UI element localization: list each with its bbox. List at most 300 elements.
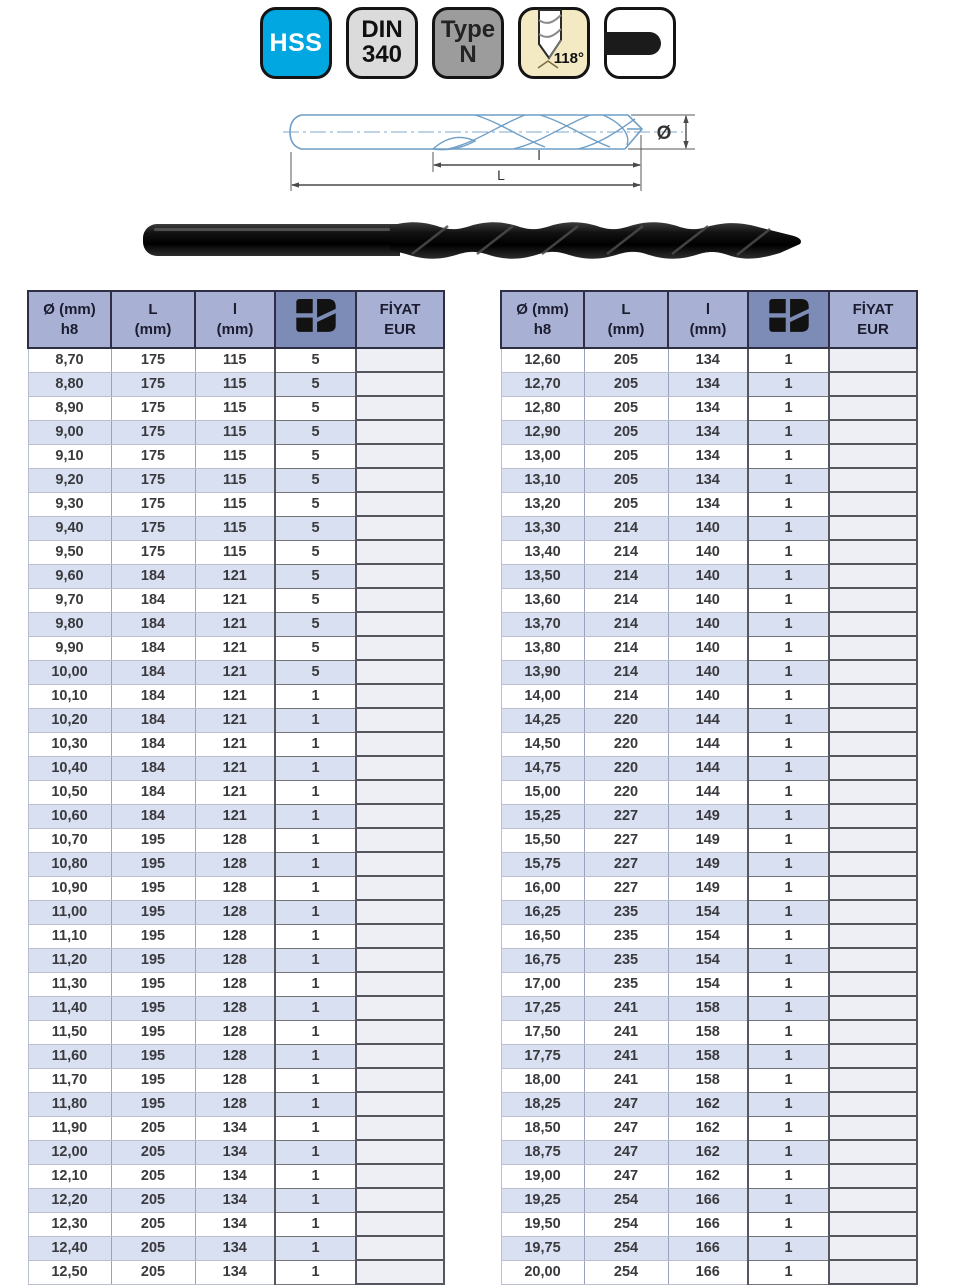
pack-qty-cell: 1 [748,948,829,972]
flute-length-cell: 154 [668,948,748,972]
price-cell [356,828,444,852]
diameter-cell: 13,00 [501,444,584,468]
overall-length-cell: 195 [111,924,195,948]
overall-length-cell: 227 [584,828,668,852]
flute-length-cell: 158 [668,996,748,1020]
pack-qty-cell: 1 [748,1212,829,1236]
overall-length-cell: 175 [111,372,195,396]
price-cell [829,1164,917,1188]
flute-length-cell: 166 [668,1236,748,1260]
overall-length-cell: 254 [584,1236,668,1260]
pack-qty-cell: 1 [748,972,829,996]
hss-label: HSS [269,28,323,57]
price-cell [356,804,444,828]
table-body [28,348,444,1284]
diameter-cell: 12,00 [28,1140,111,1164]
drill-photo [140,213,812,267]
price-cell [829,396,917,420]
flute-length-cell: 140 [668,564,748,588]
diameter-cell: 8,90 [28,396,111,420]
pack-qty-cell: 1 [275,852,356,876]
flute-length-cell: 140 [668,612,748,636]
pack-qty-cell: 1 [275,708,356,732]
pack-qty-cell: 5 [275,348,356,372]
price-cell [829,1260,917,1284]
overall-length-cell: 184 [111,708,195,732]
flute-length-cell: 134 [195,1140,275,1164]
flute-length-cell: 154 [668,972,748,996]
pack-qty-cell: 5 [275,468,356,492]
price-cell [829,1188,917,1212]
overall-length-cell: 220 [584,780,668,804]
table-row [501,1092,917,1116]
overall-length-cell: 184 [111,804,195,828]
flute-length-cell: 121 [195,732,275,756]
flute-length-cell: 144 [668,780,748,804]
diameter-cell: 10,80 [28,852,111,876]
overall-length-cell: 195 [111,1068,195,1092]
pack-qty-cell: 5 [275,540,356,564]
table-row [28,756,444,780]
flute-length-cell: 149 [668,852,748,876]
pack-qty-cell: 1 [275,876,356,900]
table-row [501,1116,917,1140]
pack-qty-cell: 1 [275,1164,356,1188]
overall-length-cell: 175 [111,348,195,372]
table-row [28,900,444,924]
flute-length-cell: 134 [195,1212,275,1236]
diameter-cell: 8,80 [28,372,111,396]
overall-length-cell: 220 [584,708,668,732]
overall-length-cell: 175 [111,540,195,564]
table-row [28,948,444,972]
pack-qty-cell: 1 [275,1116,356,1140]
table-row [501,420,917,444]
diameter-cell: 19,00 [501,1164,584,1188]
overall-length-cell: 184 [111,636,195,660]
pack-qty-cell: 1 [748,372,829,396]
package-icon [296,299,336,334]
flute-length-cell: 140 [668,660,748,684]
overall-length-cell: 247 [584,1140,668,1164]
table-row [501,1260,917,1284]
pack-qty-cell: 1 [748,420,829,444]
overall-length-cell: 195 [111,996,195,1020]
table-row [501,468,917,492]
table-row [28,684,444,708]
table-row [501,924,917,948]
table-row [501,372,917,396]
diameter-cell: 11,00 [28,900,111,924]
pack-qty-cell: 1 [748,852,829,876]
diameter-cell: 10,00 [28,660,111,684]
flute-length-cell: 128 [195,876,275,900]
table-row [28,612,444,636]
overall-length-cell: 241 [584,1068,668,1092]
overall-length-cell: 175 [111,492,195,516]
diameter-cell: 12,40 [28,1236,111,1260]
overall-length-cell: 205 [584,396,668,420]
flute-length-cell: 158 [668,1068,748,1092]
price-cell [829,924,917,948]
price-cell [829,852,917,876]
flute-length-cell: 128 [195,924,275,948]
diameter-cell: 19,75 [501,1236,584,1260]
pack-qty-cell: 1 [748,612,829,636]
overall-length-cell: 227 [584,876,668,900]
price-cell [829,732,917,756]
flute-length-cell: 166 [668,1260,748,1284]
flute-length-cell: 115 [195,444,275,468]
diameter-cell: 13,70 [501,612,584,636]
overall-length-cell: 184 [111,564,195,588]
overall-length-cell: 195 [111,1020,195,1044]
price-cell [829,420,917,444]
pack-qty-cell: 1 [275,924,356,948]
flute-length-cell: 121 [195,804,275,828]
pack-qty-cell: 1 [748,1044,829,1068]
pack-qty-cell: 1 [748,804,829,828]
price-cell [356,1236,444,1260]
price-cell [356,660,444,684]
overall-length-cell: 205 [111,1260,195,1284]
price-cell [356,1044,444,1068]
pack-qty-cell: 1 [748,1260,829,1284]
price-cell [829,1092,917,1116]
flute-length-cell: 162 [668,1092,748,1116]
flute-length-cell: 134 [668,468,748,492]
diameter-cell: 18,50 [501,1116,584,1140]
diameter-cell: 11,40 [28,996,111,1020]
table-row [501,660,917,684]
diameter-cell: 10,50 [28,780,111,804]
pack-qty-cell: 1 [275,1188,356,1212]
diameter-cell: 9,10 [28,444,111,468]
diameter-cell: 11,20 [28,948,111,972]
pack-qty-cell: 1 [748,708,829,732]
overall-length-cell: 254 [584,1188,668,1212]
pack-qty-cell: 1 [275,900,356,924]
diameter-cell: 15,00 [501,780,584,804]
flute-length-cell: 121 [195,780,275,804]
diameter-cell: 16,50 [501,924,584,948]
table-row [501,1020,917,1044]
flute-length-cell: 149 [668,876,748,900]
table-row [501,804,917,828]
table-row [501,1068,917,1092]
flute-length-cell: 128 [195,900,275,924]
price-cell [356,1164,444,1188]
pack-qty-cell: 1 [275,804,356,828]
price-cell [829,1212,917,1236]
pack-qty-cell: 1 [275,948,356,972]
diameter-cell: 15,50 [501,828,584,852]
pack-qty-cell: 5 [275,636,356,660]
overall-length-cell: 241 [584,1044,668,1068]
flute-length-cell: 158 [668,1020,748,1044]
diameter-cell: 11,80 [28,1092,111,1116]
price-cell [356,1140,444,1164]
diameter-cell: 13,50 [501,564,584,588]
overall-length-cell: 227 [584,852,668,876]
diameter-header: Ø (mm) h8 [28,291,111,348]
pack-qty-cell: 5 [275,612,356,636]
table-row [28,1260,444,1284]
table-row [501,396,917,420]
pack-qty-cell: 5 [275,564,356,588]
diameter-cell: 17,75 [501,1044,584,1068]
price-cell [356,684,444,708]
diameter-cell: 9,60 [28,564,111,588]
overall-length-cell: 175 [111,396,195,420]
diameter-cell: 12,50 [28,1260,111,1284]
table-row [28,732,444,756]
table-row [28,636,444,660]
flute-length-cell: 134 [668,396,748,420]
flute-length-cell: 128 [195,852,275,876]
diameter-cell: 13,30 [501,516,584,540]
diameter-cell: 14,25 [501,708,584,732]
diameter-cell: 16,25 [501,900,584,924]
diameter-cell: 14,00 [501,684,584,708]
price-cell [829,1044,917,1068]
table-row [28,1164,444,1188]
overall-length-cell: 195 [111,1044,195,1068]
table-row [28,540,444,564]
diameter-cell: 19,50 [501,1212,584,1236]
pack-qty-cell: 1 [748,468,829,492]
flute-length-cell: 144 [668,732,748,756]
pack-qty-cell: 5 [275,660,356,684]
overall-length-cell: 214 [584,540,668,564]
overall-length-cell: 247 [584,1116,668,1140]
table-row [28,780,444,804]
price-cell [829,1140,917,1164]
overall-length-cell: 175 [111,420,195,444]
flute-length-cell: 128 [195,1068,275,1092]
overall-length-cell: 205 [584,348,668,372]
diameter-cell: 11,90 [28,1116,111,1140]
table-row [28,588,444,612]
flute-length-cell: 140 [668,636,748,660]
diameter-cell: 18,75 [501,1140,584,1164]
diameter-cell: 13,10 [501,468,584,492]
price-cell [356,612,444,636]
table-row [501,828,917,852]
table-row [28,1236,444,1260]
flute-length-cell: 134 [195,1260,275,1284]
table-row [501,756,917,780]
overall-length-cell: 220 [584,756,668,780]
flute-length-cell: 121 [195,612,275,636]
flute-length-cell: 154 [668,900,748,924]
pack-qty-header [748,291,829,348]
pack-qty-cell: 1 [748,1188,829,1212]
flute-length-cell: 134 [668,348,748,372]
diameter-cell: 16,75 [501,948,584,972]
overall-length-header: L (mm) [584,291,668,348]
table-row [501,996,917,1020]
pack-qty-cell: 1 [748,780,829,804]
price-cell [356,1188,444,1212]
overall-length-cell: 235 [584,924,668,948]
spec-badges [260,7,676,79]
price-cell [356,948,444,972]
price-cell [356,348,444,372]
overall-length-cell: 184 [111,756,195,780]
price-cell [356,540,444,564]
diameter-cell: 10,60 [28,804,111,828]
overall-length-cell: 214 [584,564,668,588]
pack-qty-cell: 5 [275,492,356,516]
overall-length-cell: 175 [111,444,195,468]
overall-length-cell: 214 [584,588,668,612]
flute-length-cell: 144 [668,708,748,732]
overall-length-cell: 205 [111,1236,195,1260]
overall-length-cell: 205 [111,1188,195,1212]
diameter-cell: 11,10 [28,924,111,948]
overall-length-cell: 184 [111,588,195,612]
table-row [501,1212,917,1236]
flute-length-cell: 162 [668,1116,748,1140]
overall-length-cell: 241 [584,1020,668,1044]
pack-qty-cell: 1 [748,828,829,852]
overall-length-cell: 184 [111,660,195,684]
pack-qty-cell: 1 [275,1212,356,1236]
price-cell [356,420,444,444]
flute-length-cell: 128 [195,996,275,1020]
pack-qty-cell: 1 [748,588,829,612]
diameter-cell: 12,30 [28,1212,111,1236]
diameter-header: Ø (mm) h8 [501,291,584,348]
flute-length-cell: 121 [195,636,275,660]
overall-length-cell: 195 [111,876,195,900]
diameter-cell: 17,50 [501,1020,584,1044]
pack-qty-cell: 1 [275,1044,356,1068]
flute-length-header: l (mm) [195,291,275,348]
pack-qty-header [275,291,356,348]
diameter-cell: 16,00 [501,876,584,900]
pack-qty-cell: 1 [748,900,829,924]
pack-qty-cell: 1 [748,1092,829,1116]
price-cell [356,1092,444,1116]
diameter-cell: 10,40 [28,756,111,780]
din-label-line2: 340 [361,41,403,68]
price-cell [829,756,917,780]
table-row [501,708,917,732]
price-cell [829,900,917,924]
pack-qty-cell: 1 [748,996,829,1020]
table-row [501,780,917,804]
overall-length-cell: 254 [584,1260,668,1284]
overall-length-cell: 175 [111,468,195,492]
table-row [28,972,444,996]
pack-qty-cell: 5 [275,420,356,444]
diameter-cell: 18,25 [501,1092,584,1116]
diameter-cell: 12,10 [28,1164,111,1188]
table-row [501,348,917,372]
price-cell [829,660,917,684]
table-row [28,852,444,876]
flute-length-cell: 134 [668,420,748,444]
overall-length-cell: 195 [111,972,195,996]
diameter-cell: 9,70 [28,588,111,612]
flute-length-cell: 144 [668,756,748,780]
table-row [28,348,444,372]
diameter-cell: 12,80 [501,396,584,420]
drill-size-table-right [500,290,918,1285]
table-row [501,1236,917,1260]
drill-size-table-left [27,290,445,1285]
diameter-cell: 9,30 [28,492,111,516]
flute-length-cell: 140 [668,588,748,612]
table-row [28,828,444,852]
table-row [501,636,917,660]
price-cell [356,732,444,756]
price-cell [356,1116,444,1140]
price-cell [829,540,917,564]
pack-qty-cell: 1 [275,972,356,996]
diameter-cell: 20,00 [501,1260,584,1284]
diameter-cell: 14,75 [501,756,584,780]
pack-qty-cell: 1 [748,1164,829,1188]
diameter-cell: 13,60 [501,588,584,612]
price-header: FİYAT EUR [356,291,444,348]
overall-length-cell: 235 [584,972,668,996]
flute-length-cell: 121 [195,564,275,588]
diameter-cell: 13,80 [501,636,584,660]
pack-qty-cell: 1 [275,780,356,804]
pack-qty-cell: 1 [748,1140,829,1164]
table-row [501,684,917,708]
pack-qty-cell: 1 [748,684,829,708]
flute-length-cell: 140 [668,516,748,540]
flute-length-cell: 128 [195,1092,275,1116]
diameter-cell: 9,20 [28,468,111,492]
price-cell [829,876,917,900]
flute-length-cell: 115 [195,492,275,516]
table-row [501,516,917,540]
price-cell [356,492,444,516]
diameter-cell: 11,50 [28,1020,111,1044]
overall-length-cell: 227 [584,804,668,828]
price-cell [829,684,917,708]
pack-qty-cell: 1 [748,348,829,372]
table-row [501,612,917,636]
flute-length-dim-label: l [537,147,541,163]
flute-length-cell: 128 [195,948,275,972]
overall-length-cell: 205 [111,1116,195,1140]
pack-qty-cell: 1 [748,1020,829,1044]
pack-qty-cell: 1 [748,396,829,420]
pack-qty-cell: 1 [748,564,829,588]
price-cell [356,588,444,612]
price-cell [356,1068,444,1092]
flute-length-cell: 115 [195,468,275,492]
pack-qty-cell: 1 [748,636,829,660]
point-angle-label: 118° [553,50,584,67]
price-cell [356,564,444,588]
table-row [28,924,444,948]
table-row [501,1188,917,1212]
price-header: FİYAT EUR [829,291,917,348]
price-cell [829,444,917,468]
table-row [28,1140,444,1164]
flute-length-cell: 140 [668,540,748,564]
table-row [28,1116,444,1140]
table-row [28,564,444,588]
price-cell [829,1020,917,1044]
